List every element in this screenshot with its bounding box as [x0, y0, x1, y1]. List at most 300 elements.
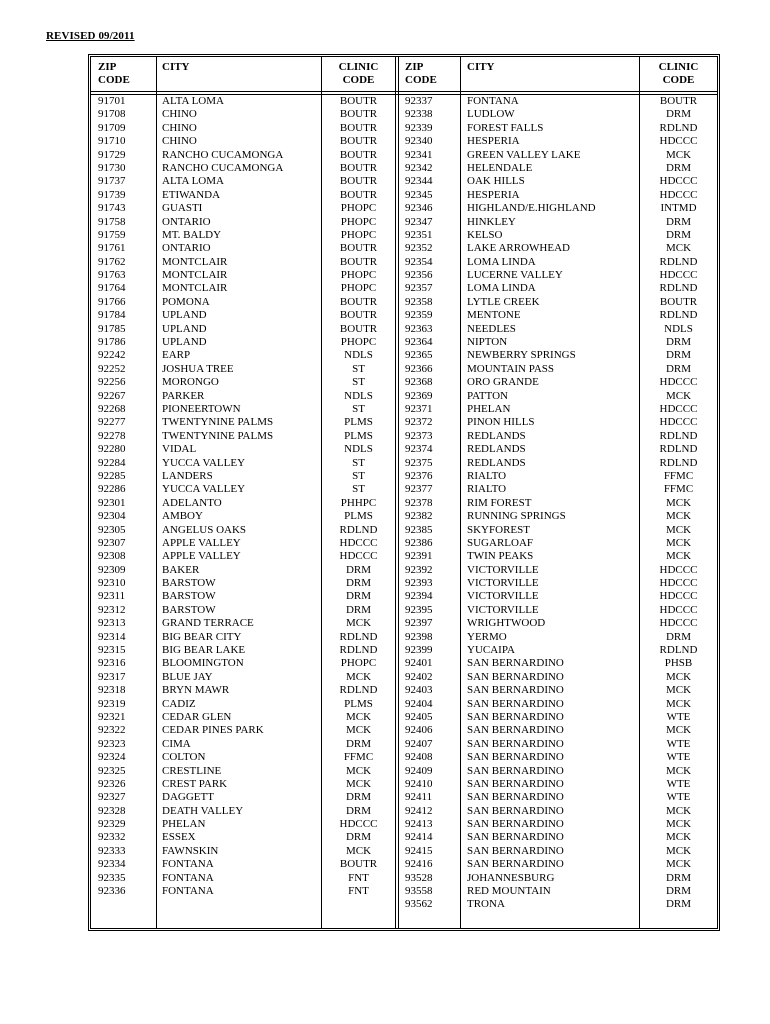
city-cell: SAN BERNARDINO [467, 737, 564, 750]
zip-code-cell: 92337 [405, 95, 433, 107]
zip-code-cell: 92394 [405, 590, 433, 603]
clinic-code-cell: ST [352, 483, 365, 496]
zip-code-cell: 93558 [405, 885, 433, 898]
clinic-code-cell: PLMS [344, 697, 373, 710]
clinic-code-cell: DRM [345, 590, 372, 603]
zip-code-cell: 92318 [98, 684, 126, 697]
zip-code-cell: 92332 [98, 831, 126, 844]
clinic-code-cell: MCK [345, 670, 372, 683]
zip-code-cell: 92334 [98, 858, 126, 871]
zip-code-cell: 92356 [405, 269, 433, 282]
zip-code-cell: 92314 [98, 630, 126, 643]
zip-code-cell: 92308 [98, 550, 126, 563]
city-cell: RUNNING SPRINGS [467, 510, 566, 523]
clinic-code-cell: BOUTR [339, 255, 378, 268]
clinic-code-cell: FFMC [663, 469, 694, 482]
city-cell: PARKER [162, 389, 205, 402]
city-cell: YUCCA VALLEY [162, 456, 246, 469]
city-cell: BAKER [162, 563, 200, 576]
clinic-code-cell: NDLS [664, 322, 693, 335]
clinic-code-cell: PHOPC [340, 282, 377, 295]
city-cell: SUGARLOAF [467, 536, 534, 549]
city-cell: TWENTYNINE PALMS [162, 416, 274, 429]
zip-code-cell: 92313 [98, 617, 126, 630]
zip-code-cell: 92242 [98, 349, 126, 362]
zip-code-cell: 92304 [98, 510, 126, 523]
clinic-code-cell: MCK [665, 804, 692, 817]
clinic-code-cell: HDCCC [659, 402, 698, 415]
zip-code-cell: 92374 [405, 443, 433, 456]
zip-code-cell: 92376 [405, 469, 433, 482]
city-cell: LANDERS [162, 469, 213, 482]
clinic-code-cell: NDLS [344, 389, 373, 402]
clinic-code-cell: DRM [665, 228, 692, 241]
clinic-code-cell: DRM [345, 577, 372, 590]
zip-code-cell: 92401 [405, 657, 433, 670]
city-cell: MONTCLAIR [162, 269, 228, 282]
city-cell: MOUNTAIN PASS [467, 362, 555, 375]
clinic-code-cell: BOUTR [659, 95, 698, 107]
zip-code-cell: 92321 [98, 710, 126, 723]
zip-code-cell: 92280 [98, 443, 126, 456]
city-cell: CHINO [162, 135, 197, 148]
city-cell: GREEN VALLEY LAKE [467, 148, 581, 161]
city-cell: OAK HILLS [467, 175, 525, 188]
city-cell: SAN BERNARDINO [467, 831, 564, 844]
header-code: CODE [662, 74, 695, 86]
city-cell: EARP [162, 349, 191, 362]
city-cell: SAN BERNARDINO [467, 684, 564, 697]
clinic-code-cell: MCK [665, 670, 692, 683]
zip-code-cell: 92368 [405, 376, 433, 389]
zip-code-cell: 92256 [98, 376, 126, 389]
clinic-code-cell: RDLND [659, 443, 698, 456]
clinic-code-cell: DRM [665, 161, 692, 174]
header-clinic: CLINIC [338, 61, 379, 73]
clinic-code-cell: RDLND [659, 121, 698, 134]
zip-code-cell: 91785 [98, 322, 126, 335]
zip-code-cell: 91730 [98, 161, 126, 174]
zip-code-cell: 92399 [405, 644, 433, 657]
header-code: CODE [405, 74, 437, 86]
zip-code-cell: 92393 [405, 577, 433, 590]
zip-code-cell: 92407 [405, 737, 433, 750]
zip-code-cell: 92411 [405, 791, 433, 804]
city-cell: REDLANDS [467, 456, 526, 469]
zip-code-cell: 92414 [405, 831, 433, 844]
clinic-code-cell: PHOPC [340, 657, 377, 670]
clinic-code-cell: PHSB [664, 657, 693, 670]
zip-code-cell: 92301 [98, 496, 126, 509]
zip-code-cell: 92377 [405, 483, 433, 496]
zip-code-table [88, 54, 720, 931]
clinic-code-cell: MCK [665, 697, 692, 710]
city-cell: MT. BALDY [162, 228, 222, 241]
clinic-code-cell: HDCCC [659, 269, 698, 282]
zip-code-cell: 91729 [98, 148, 126, 161]
zip-code-cell: 91737 [98, 175, 126, 188]
revised-date: REVISED 09/2011 [46, 30, 135, 42]
clinic-code-cell: DRM [665, 885, 692, 898]
zip-code-cell: 93562 [405, 898, 433, 911]
clinic-code-cell: BOUTR [339, 161, 378, 174]
left-city-header: CITY [162, 61, 190, 73]
clinic-code-cell: PHOPC [340, 228, 377, 241]
clinic-code-cell: BOUTR [339, 108, 378, 121]
clinic-code-cell: BOUTR [339, 148, 378, 161]
city-cell: TWENTYNINE PALMS [162, 429, 274, 442]
city-cell: POMONA [162, 295, 210, 308]
clinic-code-cell: DRM [665, 630, 692, 643]
clinic-code-cell: MCK [345, 764, 372, 777]
clinic-code-cell: WTE [666, 777, 691, 790]
city-cell: RIALTO [467, 469, 507, 482]
zip-code-cell: 92352 [405, 242, 433, 255]
clinic-code-cell: MCK [665, 831, 692, 844]
zip-code-cell: 92322 [98, 724, 126, 737]
zip-code-cell: 93528 [405, 871, 433, 884]
clinic-code-cell: MCK [665, 844, 692, 857]
city-cell: HIGHLAND/E.HIGHLAND [467, 202, 596, 215]
clinic-code-cell: MCK [345, 844, 372, 857]
zip-code-cell: 92409 [405, 764, 433, 777]
city-cell: HESPERIA [467, 188, 520, 201]
zip-code-cell: 92312 [98, 603, 126, 616]
city-cell: FONTANA [162, 871, 214, 884]
clinic-code-cell: DRM [665, 108, 692, 121]
city-cell: SKYFOREST [467, 523, 530, 536]
city-cell: JOSHUA TREE [162, 362, 234, 375]
city-cell: DEATH VALLEY [162, 804, 244, 817]
city-cell: RANCHO CUCAMONGA [162, 148, 284, 161]
zip-code-cell: 92397 [405, 617, 433, 630]
clinic-code-cell: PHHPC [340, 496, 377, 509]
city-cell: CREST PARK [162, 777, 228, 790]
city-cell: PATTON [467, 389, 508, 402]
city-cell: FOREST FALLS [467, 121, 544, 134]
zip-code-cell: 91763 [98, 269, 126, 282]
city-cell: HESPERIA [467, 135, 520, 148]
zip-code-cell: 92369 [405, 389, 433, 402]
right-clinic-column [640, 95, 717, 912]
zip-code-cell: 91739 [98, 188, 126, 201]
zip-code-cell: 92316 [98, 657, 126, 670]
city-cell: ADELANTO [162, 496, 222, 509]
city-cell: GRAND TERRACE [162, 617, 254, 630]
zip-code-cell: 92286 [98, 483, 126, 496]
right-city-header: CITY [467, 61, 495, 73]
clinic-code-cell: DRM [665, 349, 692, 362]
clinic-code-cell: MCK [345, 617, 372, 630]
city-cell: YUCCA VALLEY [162, 483, 246, 496]
clinic-code-cell: HDCCC [659, 175, 698, 188]
city-cell: PHELAN [467, 402, 511, 415]
city-cell: CEDAR GLEN [162, 710, 232, 723]
clinic-code-cell: HDCCC [659, 603, 698, 616]
city-cell: AMBOY [162, 510, 203, 523]
clinic-code-cell: ST [352, 402, 365, 415]
city-cell: BARSTOW [162, 590, 216, 603]
zip-code-cell: 92415 [405, 844, 433, 857]
city-cell: BARSTOW [162, 603, 216, 616]
clinic-code-cell: BOUTR [659, 295, 698, 308]
clinic-code-cell: RDLND [659, 309, 698, 322]
city-cell: TWIN PEAKS [467, 550, 534, 563]
clinic-code-cell: DRM [345, 737, 372, 750]
city-cell: SAN BERNARDINO [467, 710, 564, 723]
city-cell: LYTLE CREEK [467, 295, 540, 308]
clinic-code-cell: HDCCC [659, 590, 698, 603]
zip-code-cell: 92252 [98, 362, 126, 375]
clinic-code-cell: HDCCC [659, 617, 698, 630]
city-cell: ETIWANDA [162, 188, 221, 201]
clinic-code-cell: MCK [665, 510, 692, 523]
table-center-divider [395, 57, 399, 928]
clinic-code-cell: BOUTR [339, 858, 378, 871]
city-cell: NIPTON [467, 336, 508, 349]
city-cell: CIMA [162, 737, 191, 750]
city-cell: SAN BERNARDINO [467, 818, 564, 831]
clinic-code-cell: NDLS [344, 349, 373, 362]
zip-code-cell: 92336 [98, 885, 126, 898]
city-cell: LUCERNE VALLEY [467, 269, 563, 282]
zip-code-cell: 91762 [98, 255, 126, 268]
city-cell: CADIZ [162, 697, 196, 710]
zip-code-cell: 92307 [98, 536, 126, 549]
zip-code-cell: 92408 [405, 751, 433, 764]
zip-code-cell: 92378 [405, 496, 433, 509]
zip-code-cell: 92371 [405, 402, 433, 415]
clinic-code-cell: RDLND [339, 644, 378, 657]
zip-code-cell: 92344 [405, 175, 433, 188]
city-cell: PHELAN [162, 818, 206, 831]
clinic-code-cell: MCK [345, 724, 372, 737]
clinic-code-cell: WTE [666, 710, 691, 723]
zip-code-cell: 92346 [405, 202, 433, 215]
city-cell: JOHANNESBURG [467, 871, 555, 884]
city-cell: FONTANA [162, 885, 214, 898]
clinic-code-cell: WTE [666, 751, 691, 764]
city-cell: BLOOMINGTON [162, 657, 244, 670]
city-cell: CEDAR PINES PARK [162, 724, 264, 737]
clinic-code-cell: MCK [665, 536, 692, 549]
clinic-code-cell: DRM [345, 563, 372, 576]
clinic-code-cell: BOUTR [339, 322, 378, 335]
clinic-code-cell: HDCCC [339, 536, 378, 549]
left-clinic-header [322, 61, 395, 87]
clinic-code-cell: WTE [666, 791, 691, 804]
clinic-code-cell: MCK [345, 777, 372, 790]
zip-code-cell: 91709 [98, 121, 126, 134]
city-cell: RIM FOREST [467, 496, 532, 509]
left-clinic-column [322, 95, 395, 898]
zip-code-cell: 92345 [405, 188, 433, 201]
city-cell: CHINO [162, 108, 197, 121]
clinic-code-cell: ST [352, 376, 365, 389]
city-cell: BARSTOW [162, 577, 216, 590]
city-cell: TRONA [467, 898, 505, 911]
zip-code-cell: 91701 [98, 95, 126, 107]
zip-code-cell: 92385 [405, 523, 433, 536]
clinic-code-cell: MCK [665, 550, 692, 563]
zip-code-cell: 92327 [98, 791, 126, 804]
city-cell: ORO GRANDE [467, 376, 539, 389]
zip-code-cell: 92277 [98, 416, 126, 429]
zip-code-cell: 92311 [98, 590, 126, 603]
city-cell: ONTARIO [162, 215, 211, 228]
city-cell: NEWBERRY SPRINGS [467, 349, 576, 362]
zip-code-cell: 92315 [98, 644, 126, 657]
right-zip-header [405, 61, 437, 87]
clinic-code-cell: BOUTR [339, 175, 378, 188]
city-cell: BRYN MAWR [162, 684, 230, 697]
clinic-code-cell: MCK [345, 710, 372, 723]
clinic-code-cell: PLMS [344, 416, 373, 429]
zip-code-cell: 92310 [98, 577, 126, 590]
clinic-code-cell: DRM [665, 215, 692, 228]
city-cell: MONTCLAIR [162, 282, 228, 295]
clinic-code-cell: PHOPC [340, 336, 377, 349]
clinic-code-cell: ST [352, 456, 365, 469]
city-cell: KELSO [467, 228, 503, 241]
zip-code-cell: 92402 [405, 670, 433, 683]
city-cell: FAWNSKIN [162, 844, 219, 857]
city-cell: MORONGO [162, 376, 219, 389]
zip-code-cell: 92406 [405, 724, 433, 737]
clinic-code-cell: BOUTR [339, 95, 378, 107]
zip-code-cell: 92347 [405, 215, 433, 228]
clinic-code-cell: MCK [665, 496, 692, 509]
clinic-code-cell: MCK [665, 684, 692, 697]
clinic-code-cell: MCK [665, 724, 692, 737]
zip-code-cell: 92285 [98, 469, 126, 482]
city-cell: APPLE VALLEY [162, 536, 241, 549]
city-cell: LUDLOW [467, 108, 515, 121]
clinic-code-cell: INTMD [660, 202, 697, 215]
zip-code-cell: 92319 [98, 697, 126, 710]
city-cell: FONTANA [162, 858, 214, 871]
zip-code-cell: 92284 [98, 456, 126, 469]
zip-code-cell: 92413 [405, 818, 433, 831]
clinic-code-cell: BOUTR [339, 121, 378, 134]
zip-code-cell: 92365 [405, 349, 433, 362]
left-zip-header [98, 61, 130, 87]
city-cell: VICTORVILLE [467, 563, 539, 576]
clinic-code-cell: BOUTR [339, 309, 378, 322]
clinic-code-cell: HDCCC [659, 416, 698, 429]
zip-code-cell: 92328 [98, 804, 126, 817]
clinic-code-cell: RDLND [339, 684, 378, 697]
zip-code-cell: 92416 [405, 858, 433, 871]
city-cell: WRIGHTWOOD [467, 617, 546, 630]
city-cell: SAN BERNARDINO [467, 751, 564, 764]
zip-code-cell: 91764 [98, 282, 126, 295]
clinic-code-cell: DRM [665, 362, 692, 375]
zip-code-cell: 92373 [405, 429, 433, 442]
clinic-code-cell: RDLND [659, 644, 698, 657]
city-cell: REDLANDS [467, 443, 526, 456]
clinic-code-cell: PHOPC [340, 202, 377, 215]
city-cell: BLUE JAY [162, 670, 213, 683]
zip-code-cell: 92392 [405, 563, 433, 576]
clinic-code-cell: RDLND [659, 429, 698, 442]
city-cell: BIG BEAR LAKE [162, 644, 246, 657]
clinic-code-cell: MCK [665, 764, 692, 777]
zip-code-cell: 91759 [98, 228, 126, 241]
header-zip: ZIP [98, 61, 117, 73]
clinic-code-cell: RDLND [339, 630, 378, 643]
city-cell: GUASTI [162, 202, 203, 215]
zip-code-cell: 92412 [405, 804, 433, 817]
zip-code-cell: 91766 [98, 295, 126, 308]
city-cell: NEEDLES [467, 322, 516, 335]
city-cell: HINKLEY [467, 215, 516, 228]
clinic-code-cell: ST [352, 362, 365, 375]
zip-code-cell: 92324 [98, 751, 126, 764]
zip-code-cell: 92358 [405, 295, 433, 308]
zip-code-cell: 92398 [405, 630, 433, 643]
city-cell: ANGELUS OAKS [162, 523, 247, 536]
zip-code-cell: 92340 [405, 135, 433, 148]
zip-code-cell: 91743 [98, 202, 126, 215]
clinic-code-cell: FFMC [663, 483, 694, 496]
zip-code-cell: 92405 [405, 710, 433, 723]
city-cell: SAN BERNARDINO [467, 844, 564, 857]
zip-code-cell: 92359 [405, 309, 433, 322]
city-cell: ALTA LOMA [162, 95, 224, 107]
zip-code-cell: 92354 [405, 255, 433, 268]
city-cell: FONTANA [467, 95, 519, 107]
city-cell: COLTON [162, 751, 206, 764]
city-cell: SAN BERNARDINO [467, 858, 564, 871]
city-cell: SAN BERNARDINO [467, 791, 564, 804]
zip-code-cell: 92268 [98, 402, 126, 415]
right-city-column [467, 95, 596, 912]
clinic-code-cell: HDCCC [659, 563, 698, 576]
clinic-code-cell: RDLND [339, 523, 378, 536]
header-zip: ZIP [405, 61, 424, 73]
zip-code-cell: 92363 [405, 322, 433, 335]
city-cell: LOMA LINDA [467, 255, 536, 268]
clinic-code-cell: MCK [665, 389, 692, 402]
clinic-code-cell: HDCCC [659, 188, 698, 201]
zip-code-cell: 91758 [98, 215, 126, 228]
zip-code-cell: 92404 [405, 697, 433, 710]
clinic-code-cell: ST [352, 469, 365, 482]
zip-code-cell: 91708 [98, 108, 126, 121]
zip-code-cell: 92305 [98, 523, 126, 536]
city-cell: SAN BERNARDINO [467, 764, 564, 777]
zip-code-cell: 92326 [98, 777, 126, 790]
city-cell: YERMO [467, 630, 507, 643]
clinic-code-cell: DRM [345, 603, 372, 616]
zip-code-cell: 92339 [405, 121, 433, 134]
city-cell: SAN BERNARDINO [467, 657, 564, 670]
city-cell: RANCHO CUCAMONGA [162, 161, 284, 174]
city-cell: ALTA LOMA [162, 175, 224, 188]
clinic-code-cell: PHOPC [340, 215, 377, 228]
zip-code-cell: 92357 [405, 282, 433, 295]
clinic-code-cell: PLMS [344, 510, 373, 523]
clinic-code-cell: MCK [665, 523, 692, 536]
zip-code-cell: 92386 [405, 536, 433, 549]
zip-code-cell: 92335 [98, 871, 126, 884]
right-zip-column [405, 95, 433, 912]
zip-code-cell: 92391 [405, 550, 433, 563]
zip-code-cell: 92342 [405, 161, 433, 174]
zip-code-cell: 92351 [405, 228, 433, 241]
zip-code-cell: 92325 [98, 764, 126, 777]
